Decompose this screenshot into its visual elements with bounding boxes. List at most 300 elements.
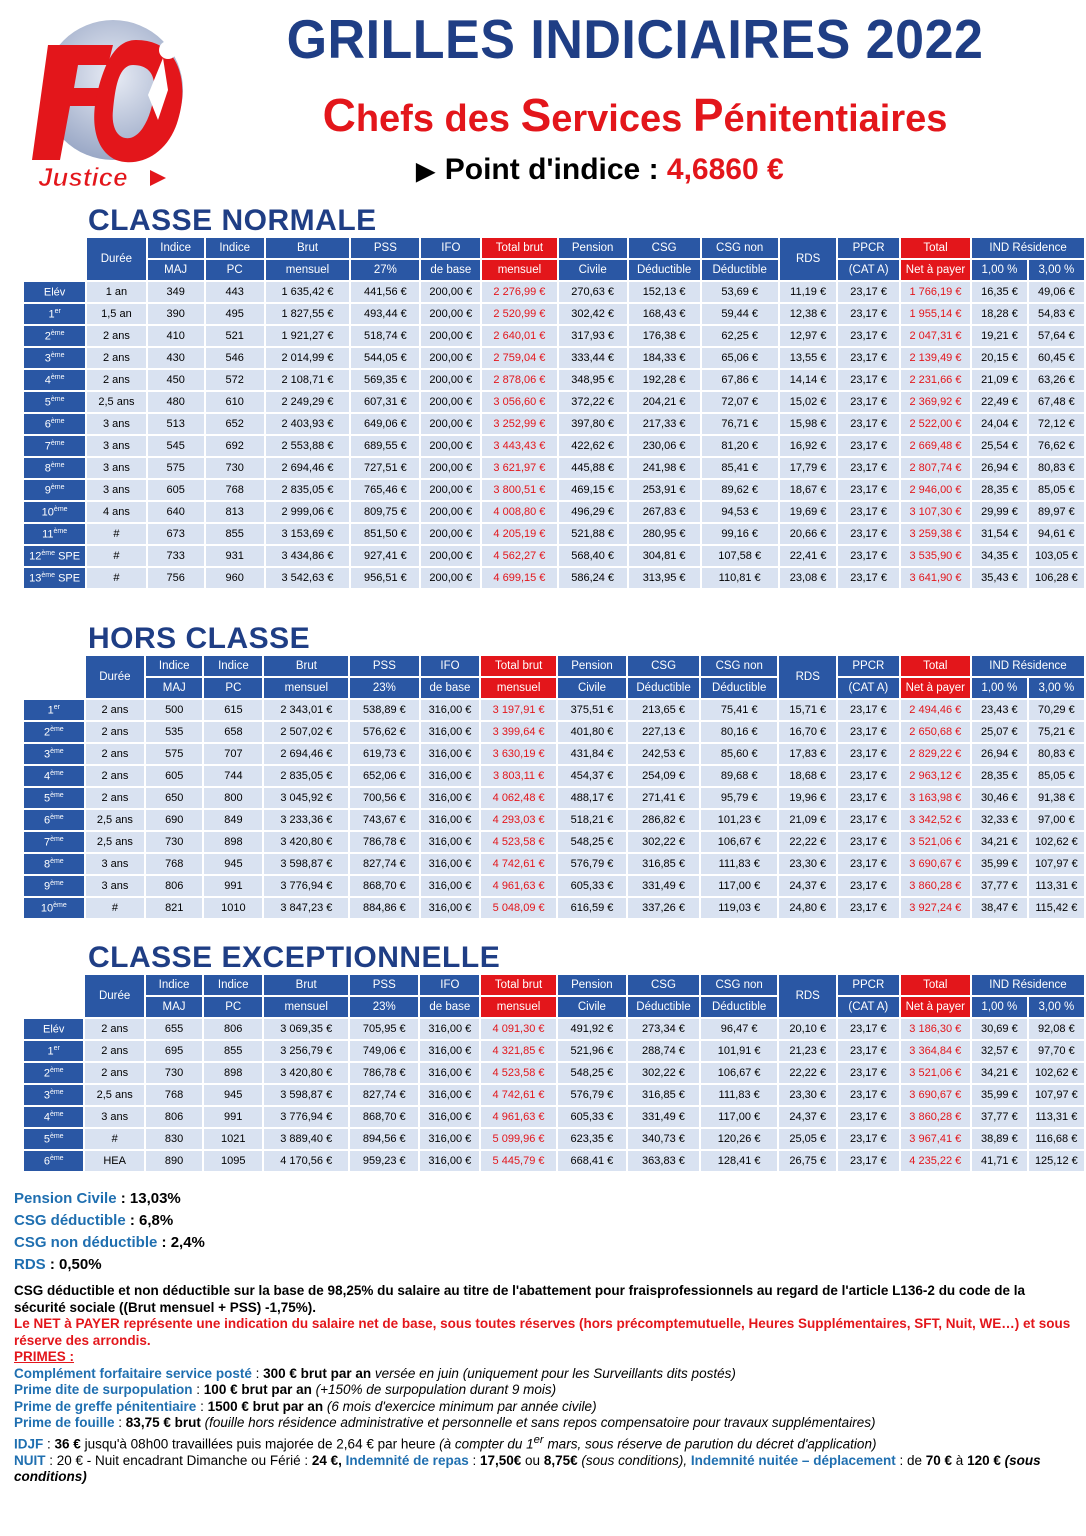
table-cell: 85,60 € bbox=[701, 744, 777, 764]
subtitle-part: ervices bbox=[551, 98, 693, 140]
table-cell: 3 420,80 € bbox=[264, 832, 348, 852]
table-cell: 23,17 € bbox=[838, 392, 898, 412]
table-cell: 117,00 € bbox=[701, 876, 777, 896]
table-cell: 3 252,99 € bbox=[482, 414, 556, 434]
echelon-suffix: ème bbox=[50, 791, 64, 799]
table-cell: 535 bbox=[146, 722, 202, 742]
table-cell: 733 bbox=[148, 546, 204, 566]
table-cell: 32,33 € bbox=[972, 810, 1027, 830]
table-row bbox=[24, 1107, 1084, 1127]
table-cell: 3 364,84 € bbox=[901, 1041, 970, 1061]
header-pension-sub: Civile bbox=[558, 678, 626, 698]
table-cell: 37,77 € bbox=[972, 876, 1027, 896]
echelon-suffix: ème bbox=[50, 879, 64, 887]
echelon-label bbox=[24, 898, 84, 918]
table-cell: 749,06 € bbox=[350, 1041, 418, 1061]
table-cell: 94,61 € bbox=[1029, 524, 1084, 544]
table-cell: 19,96 € bbox=[779, 788, 836, 808]
table-row bbox=[24, 832, 1084, 852]
table-cell: 2,5 ans bbox=[85, 1085, 143, 1105]
echelon-label bbox=[24, 854, 84, 874]
echelon-label bbox=[24, 436, 85, 456]
table-cell: 945 bbox=[204, 854, 262, 874]
echelon-suffix: ème bbox=[49, 1132, 64, 1140]
table-cell: 200,00 € bbox=[421, 326, 480, 346]
table-cell: 241,98 € bbox=[629, 458, 700, 478]
table-cell: 101,91 € bbox=[701, 1041, 777, 1061]
csg-note: CSG déductible et non déductible sur la base de 98,25% du salaire au titre de l'abattement pour fraisprofessionnels au regard de l'article L136-2 du code de la sécurité sociale ((Brut mensuel + PSS) -1,75%). bbox=[14, 1283, 1025, 1315]
header-ifo-sub: de base bbox=[420, 997, 479, 1017]
table-cell: 4 523,58 € bbox=[481, 832, 555, 852]
table-cell: 99,16 € bbox=[702, 524, 778, 544]
header-rds: RDS bbox=[779, 975, 836, 1017]
table-row bbox=[24, 722, 1084, 742]
table-cell: 200,00 € bbox=[421, 282, 480, 302]
net-note: Le NET à PAYER représente une indication du salaire net de base, sous toutes réserves (hors précomptemutuelle, Heures Supplémentaires, SFT, Nuit, WE…) et sous réserve des arrondis. bbox=[14, 1316, 1071, 1348]
echelon-label bbox=[24, 304, 85, 324]
echelon-number: 7 bbox=[44, 440, 51, 453]
table-cell: # bbox=[87, 546, 145, 566]
table-cell: 11,19 € bbox=[780, 282, 837, 302]
table-cell: HEA bbox=[85, 1151, 143, 1171]
prime-sup: er bbox=[533, 1433, 544, 1446]
table-cell: 316,00 € bbox=[421, 700, 480, 720]
echelon-label bbox=[24, 568, 85, 588]
table-cell: 23,17 € bbox=[838, 854, 899, 874]
prime-rest: (sous conditions) bbox=[14, 1452, 1041, 1484]
table-cell: 518,74 € bbox=[351, 326, 419, 346]
prime-value: 1500 € brut par an bbox=[207, 1398, 324, 1414]
echelon-suffix: ème bbox=[50, 417, 65, 425]
prime-label: Prime de greffe pénitentiaire bbox=[14, 1398, 197, 1414]
table-cell: 23,17 € bbox=[838, 788, 899, 808]
table-cell: 623,35 € bbox=[558, 1129, 626, 1149]
echelon-label bbox=[24, 1151, 83, 1171]
table-cell: 3 598,87 € bbox=[264, 854, 348, 874]
echelon-label bbox=[24, 458, 85, 478]
table-cell: 705,95 € bbox=[350, 1019, 418, 1039]
header-csg-non: CSG non bbox=[702, 238, 778, 258]
table-cell: 3 342,52 € bbox=[901, 810, 970, 830]
prime-value: 8,75€ bbox=[543, 1452, 578, 1468]
table-cell: 2 ans bbox=[87, 370, 145, 390]
salary-table bbox=[22, 654, 1086, 920]
table-cell: 213,65 € bbox=[628, 700, 699, 720]
table-cell: 85,41 € bbox=[702, 458, 778, 478]
table-cell: 316,85 € bbox=[628, 854, 699, 874]
echelon-suffix: er bbox=[53, 703, 61, 711]
prime-label: Complément forfaitaire service posté bbox=[14, 1365, 252, 1381]
prime-sep: : bbox=[114, 1415, 126, 1430]
table-cell: 23,17 € bbox=[838, 524, 898, 544]
table-cell: 200,00 € bbox=[421, 502, 480, 522]
table-cell: 20,66 € bbox=[780, 524, 837, 544]
table-row bbox=[24, 1041, 1084, 1061]
table-cell: 81,20 € bbox=[702, 436, 778, 456]
table-cell: 488,17 € bbox=[558, 788, 626, 808]
table-cell: 23,17 € bbox=[838, 546, 898, 566]
table-cell: 24,04 € bbox=[972, 414, 1027, 434]
header-brut-sub: mensuel bbox=[264, 997, 348, 1017]
table-cell: 2 807,74 € bbox=[901, 458, 970, 478]
table-cell: 24,37 € bbox=[779, 876, 836, 896]
table-cell: 19,21 € bbox=[972, 326, 1027, 346]
table-cell: 23,17 € bbox=[838, 304, 898, 324]
echelon-suffix: ème bbox=[50, 373, 65, 381]
header-pss-rate: 23% bbox=[350, 678, 418, 698]
table-cell: 3 ans bbox=[86, 876, 144, 896]
table-cell: 768 bbox=[146, 854, 202, 874]
table-cell: 63,26 € bbox=[1029, 370, 1084, 390]
table-cell: 2 ans bbox=[86, 766, 144, 786]
header-csg: CSG bbox=[628, 975, 699, 995]
table-cell: 316,00 € bbox=[420, 1151, 479, 1171]
table-cell: 26,94 € bbox=[972, 458, 1027, 478]
echelon-number: 4 bbox=[43, 1111, 50, 1124]
point-indice bbox=[190, 150, 1010, 192]
table-row bbox=[24, 524, 1084, 544]
rate-value: 2,4% bbox=[170, 1234, 205, 1251]
table-cell: 313,95 € bbox=[629, 568, 700, 588]
table-cell: 673 bbox=[148, 524, 204, 544]
echelon-number: 8 bbox=[44, 462, 51, 475]
table-cell: 15,71 € bbox=[779, 700, 836, 720]
echelon-label bbox=[24, 348, 85, 368]
echelon-suffix: ème bbox=[50, 483, 65, 491]
table-cell: 21,09 € bbox=[779, 810, 836, 830]
table-cell: 253,91 € bbox=[629, 480, 700, 500]
table-cell: 316,85 € bbox=[628, 1085, 699, 1105]
table-cell: 18,67 € bbox=[780, 480, 837, 500]
table-cell: 16,35 € bbox=[972, 282, 1027, 302]
table-cell: 30,69 € bbox=[972, 1019, 1027, 1039]
table-cell: 652 bbox=[206, 414, 264, 434]
table-cell: 586,24 € bbox=[559, 568, 627, 588]
echelon-suffix: ème bbox=[50, 835, 64, 843]
table-cell: 23,17 € bbox=[838, 700, 899, 720]
prime-value: 70 € bbox=[925, 1452, 953, 1468]
rate-sep: : bbox=[45, 1256, 60, 1273]
table-cell: 28,35 € bbox=[972, 766, 1027, 786]
table-cell: 3 420,80 € bbox=[264, 1063, 348, 1083]
echelon-number: 2 bbox=[43, 1067, 50, 1080]
table-cell: 35,43 € bbox=[972, 568, 1027, 588]
header-csg-non-sub: Déductible bbox=[701, 678, 777, 698]
point-label: Point d'indice : bbox=[444, 153, 667, 186]
echelon-suffix: ème bbox=[53, 527, 68, 535]
table-cell: 316,00 € bbox=[420, 1107, 479, 1127]
table-cell: 111,83 € bbox=[701, 854, 777, 874]
table-cell: 94,53 € bbox=[702, 502, 778, 522]
table-cell: 2 640,01 € bbox=[482, 326, 556, 346]
echelon-suffix: ème bbox=[50, 725, 64, 733]
table-cell: 689,55 € bbox=[351, 436, 419, 456]
table-cell: 495 bbox=[206, 304, 264, 324]
table-cell: 316,00 € bbox=[421, 788, 480, 808]
table-cell: 2 ans bbox=[86, 744, 144, 764]
table-cell: 23,30 € bbox=[779, 854, 836, 874]
table-cell: 431,84 € bbox=[558, 744, 626, 764]
table-cell: 23,17 € bbox=[838, 876, 899, 896]
table-cell: 54,83 € bbox=[1029, 304, 1084, 324]
table-cell: 894,56 € bbox=[350, 1129, 418, 1149]
table-cell: 430 bbox=[148, 348, 204, 368]
prime-line bbox=[14, 1453, 1074, 1486]
table-cell: 927,41 € bbox=[351, 546, 419, 566]
table-cell: 1 635,42 € bbox=[266, 282, 350, 302]
table-cell: 23,17 € bbox=[838, 414, 898, 434]
table-cell: 35,99 € bbox=[972, 854, 1027, 874]
echelon-label bbox=[24, 370, 85, 390]
table-cell: 655 bbox=[146, 1019, 202, 1039]
header-indice-pc: Indice bbox=[206, 238, 264, 258]
table-cell: 18,28 € bbox=[972, 304, 1027, 324]
table-cell: 1 an bbox=[87, 282, 145, 302]
prime-rest: (sous conditions), bbox=[577, 1452, 688, 1468]
table-cell: 21,23 € bbox=[779, 1041, 836, 1061]
table-cell: 806 bbox=[204, 1019, 262, 1039]
prime-sep: : bbox=[196, 1398, 208, 1414]
table-cell: 730 bbox=[146, 1063, 202, 1083]
table-cell: 5 048,09 € bbox=[481, 898, 555, 918]
table-cell: 200,00 € bbox=[421, 370, 480, 390]
table-row bbox=[24, 854, 1084, 874]
table-cell: 2 553,88 € bbox=[266, 436, 350, 456]
table-cell: 65,06 € bbox=[702, 348, 778, 368]
table-cell: 868,70 € bbox=[350, 876, 418, 896]
table-cell: 227,13 € bbox=[628, 722, 699, 742]
prime-line bbox=[14, 1382, 1074, 1399]
table-cell: 3 967,41 € bbox=[901, 1129, 970, 1149]
table-cell: 76,71 € bbox=[702, 414, 778, 434]
subtitle-part: S bbox=[520, 89, 552, 141]
header-indice-maj: Indice bbox=[146, 975, 202, 995]
table-cell: 898 bbox=[204, 1063, 262, 1083]
table-cell: 200,00 € bbox=[421, 414, 480, 434]
table-cell: 445,88 € bbox=[559, 458, 627, 478]
table-cell: 548,25 € bbox=[558, 832, 626, 852]
table-cell: 572 bbox=[206, 370, 264, 390]
table-cell: 2 694,46 € bbox=[266, 458, 350, 478]
rates-block bbox=[14, 1188, 205, 1276]
table-cell: 34,21 € bbox=[972, 1063, 1027, 1083]
table-cell: 3 776,94 € bbox=[264, 1107, 348, 1127]
echelon-number: 3 bbox=[44, 352, 51, 365]
table-cell: 2 ans bbox=[87, 326, 145, 346]
echelon-label bbox=[24, 766, 84, 786]
echelon-number: 12 bbox=[29, 550, 42, 563]
table-cell: 111,83 € bbox=[701, 1085, 777, 1105]
echelon-number: 6 bbox=[44, 418, 51, 431]
table-cell: 3 535,90 € bbox=[901, 546, 970, 566]
header-indice-pc: Indice bbox=[204, 656, 262, 676]
table-cell: 521,96 € bbox=[558, 1041, 626, 1061]
table-cell: 23,17 € bbox=[838, 810, 899, 830]
table-cell: 22,22 € bbox=[779, 1063, 836, 1083]
table-row bbox=[24, 348, 1084, 368]
table-row bbox=[24, 1129, 1084, 1149]
header-pension-sub: Civile bbox=[558, 997, 626, 1017]
table-cell: 1010 bbox=[204, 898, 262, 918]
table-cell: 692 bbox=[206, 436, 264, 456]
table-cell: 443 bbox=[206, 282, 264, 302]
table-cell: 956,51 € bbox=[351, 568, 419, 588]
table-cell: 786,78 € bbox=[350, 832, 418, 852]
table-cell: 23,17 € bbox=[838, 348, 898, 368]
table-cell: 2,5 ans bbox=[86, 810, 144, 830]
table-cell: 809,75 € bbox=[351, 502, 419, 522]
table-cell: 372,22 € bbox=[559, 392, 627, 412]
logo-text: Justice bbox=[38, 162, 128, 190]
table-cell: 107,58 € bbox=[702, 546, 778, 566]
salary-table bbox=[22, 973, 1086, 1173]
table-cell: 2 231,66 € bbox=[901, 370, 970, 390]
header-ifo-sub: de base bbox=[421, 260, 480, 280]
prime-text: : de bbox=[895, 1452, 926, 1468]
table-cell: 34,21 € bbox=[972, 832, 1027, 852]
table-cell: 410 bbox=[148, 326, 204, 346]
table-cell: 302,22 € bbox=[628, 832, 699, 852]
subtitle-part: C bbox=[322, 89, 356, 141]
table-cell: 3 521,06 € bbox=[901, 1063, 970, 1083]
prime-rest: (fouille hors résidence administrative et personnelle et sans repos compensatoire pour travaux supplémentaires) bbox=[200, 1415, 876, 1430]
table-cell: 2 047,31 € bbox=[901, 326, 970, 346]
table-cell: 991 bbox=[204, 876, 262, 896]
header-indice-maj-sub: MAJ bbox=[146, 997, 202, 1017]
table-cell: 12,97 € bbox=[780, 326, 837, 346]
header-brut: Brut bbox=[264, 656, 348, 676]
table-cell: 3 ans bbox=[87, 458, 145, 478]
table-cell: 668,41 € bbox=[558, 1151, 626, 1171]
table-cell: 2 835,05 € bbox=[264, 766, 348, 786]
table-cell: 2 276,99 € bbox=[482, 282, 556, 302]
echelon-number: 5 bbox=[44, 396, 51, 409]
table-cell: 821 bbox=[146, 898, 202, 918]
prime-mid: jusqu'à 08h00 travaillées puis majorée de 2,64 € par heure bbox=[80, 1436, 440, 1451]
header-ind-3: 3,00 % bbox=[1029, 997, 1084, 1017]
header-total-brut: Total brut bbox=[482, 238, 556, 258]
prime-value: 36 € bbox=[54, 1436, 81, 1451]
table-cell: 576,79 € bbox=[558, 1085, 626, 1105]
table-cell: 960 bbox=[206, 568, 264, 588]
table-cell: 568,40 € bbox=[559, 546, 627, 566]
table-cell: 2 ans bbox=[86, 722, 144, 742]
table-cell: 743,67 € bbox=[350, 810, 418, 830]
table-cell: 650 bbox=[146, 788, 202, 808]
table-cell: 576,62 € bbox=[350, 722, 418, 742]
header-ind-residence: IND Résidence bbox=[972, 656, 1084, 676]
table-cell: 730 bbox=[146, 832, 202, 852]
header-indice-pc-sub: PC bbox=[204, 997, 262, 1017]
echelon-label bbox=[24, 832, 84, 852]
table-cell: 2 014,99 € bbox=[266, 348, 350, 368]
table-cell: 806 bbox=[146, 1107, 202, 1127]
header-indice-maj: Indice bbox=[146, 656, 202, 676]
table-cell: 57,64 € bbox=[1029, 326, 1084, 346]
header-ind-3: 3,00 % bbox=[1029, 260, 1084, 280]
table-cell: 786,78 € bbox=[350, 1063, 418, 1083]
table-cell: 23,17 € bbox=[838, 282, 898, 302]
table-cell: 890 bbox=[146, 1151, 202, 1171]
header-rds: RDS bbox=[780, 238, 837, 280]
table-cell: 26,94 € bbox=[972, 744, 1027, 764]
header-pss-rate: 27% bbox=[351, 260, 419, 280]
table-cell: 2 759,04 € bbox=[482, 348, 556, 368]
prime-rest: (+150% de surpopulation durant 9 mois) bbox=[311, 1382, 557, 1397]
section-title-hors-classe: HORS CLASSE bbox=[88, 622, 311, 655]
table-cell: 1095 bbox=[204, 1151, 262, 1171]
table-cell: 30,46 € bbox=[972, 788, 1027, 808]
table-cell: 2 835,05 € bbox=[266, 480, 350, 500]
echelon-label bbox=[24, 502, 85, 522]
table-cell: 200,00 € bbox=[421, 348, 480, 368]
table-cell: 288,74 € bbox=[628, 1041, 699, 1061]
table-cell: 4 062,48 € bbox=[481, 788, 555, 808]
header-total-brut-sub: mensuel bbox=[481, 678, 555, 698]
echelon-suffix: ème bbox=[50, 813, 64, 821]
header-blank bbox=[24, 656, 84, 698]
table-cell: 4 170,56 € bbox=[264, 1151, 348, 1171]
table-cell: 898 bbox=[204, 832, 262, 852]
table-cell: 23,17 € bbox=[838, 502, 898, 522]
table-row bbox=[24, 788, 1084, 808]
table-cell: 23,17 € bbox=[838, 722, 899, 742]
table-cell: 363,83 € bbox=[628, 1151, 699, 1171]
section-title-exceptionnelle: CLASSE EXCEPTIONNELLE bbox=[88, 941, 501, 974]
table-cell: 4 742,61 € bbox=[481, 854, 555, 874]
table-cell: 18,68 € bbox=[779, 766, 836, 786]
table-cell: 768 bbox=[206, 480, 264, 500]
table-cell: 690 bbox=[146, 810, 202, 830]
prime-label: Prime dite de surpopulation bbox=[14, 1382, 193, 1397]
header-total-net-sub: Net à payer bbox=[901, 997, 970, 1017]
table-cell: 85,05 € bbox=[1029, 480, 1084, 500]
table-cell: 2 ans bbox=[85, 1041, 143, 1061]
header-brut: Brut bbox=[264, 975, 348, 995]
header-ppcr: PPCR bbox=[838, 238, 898, 258]
table-cell: 959,23 € bbox=[350, 1151, 418, 1171]
table-cell: 316,00 € bbox=[421, 854, 480, 874]
table-cell: 3 800,51 € bbox=[482, 480, 556, 500]
table-cell: 23,17 € bbox=[838, 436, 898, 456]
echelon-suffix: ème bbox=[50, 747, 64, 755]
table-cell: 67,86 € bbox=[702, 370, 778, 390]
table-cell: 49,06 € bbox=[1029, 282, 1084, 302]
table-cell: 491,92 € bbox=[558, 1019, 626, 1039]
table-cell: 4 961,63 € bbox=[481, 1107, 555, 1127]
header-blank bbox=[24, 975, 83, 1017]
table-cell: 200,00 € bbox=[421, 436, 480, 456]
table-cell: 107,97 € bbox=[1029, 1085, 1084, 1105]
table-cell: 96,47 € bbox=[701, 1019, 777, 1039]
table-cell: 217,33 € bbox=[629, 414, 700, 434]
table-cell: 331,49 € bbox=[628, 1107, 699, 1127]
echelon-suffix: ème bbox=[49, 1088, 64, 1096]
table-cell: 2 507,02 € bbox=[264, 722, 348, 742]
header-ifo-sub: de base bbox=[421, 678, 480, 698]
header-total-net-sub: Net à payer bbox=[901, 678, 970, 698]
table-cell: 607,31 € bbox=[351, 392, 419, 412]
header-total-net: Total bbox=[901, 656, 970, 676]
table-row bbox=[24, 414, 1084, 434]
table-cell: 3 233,36 € bbox=[264, 810, 348, 830]
prime-value: 83,75 € brut bbox=[125, 1415, 201, 1430]
table-row bbox=[24, 1019, 1084, 1039]
table-cell: 316,00 € bbox=[421, 766, 480, 786]
table-cell: 2 ans bbox=[85, 1063, 143, 1083]
table-cell: 97,00 € bbox=[1029, 810, 1084, 830]
header-csg-non: CSG non bbox=[701, 975, 777, 995]
